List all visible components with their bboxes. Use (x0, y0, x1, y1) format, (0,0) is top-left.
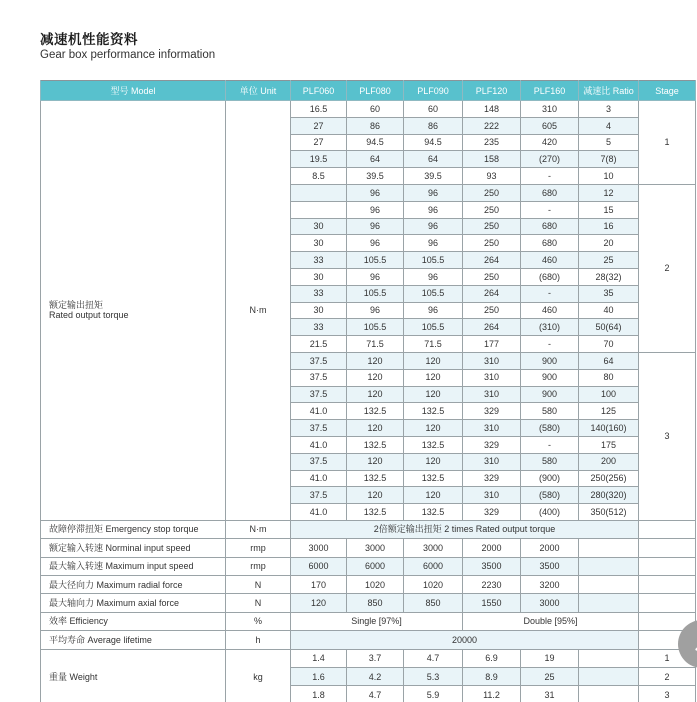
cell-plf160: (900) (521, 470, 579, 487)
cell-plf160: - (521, 285, 579, 302)
cell-plf120: 11.2 (463, 686, 521, 702)
weight-unit: kg (226, 649, 291, 702)
cell-stage: 2 (639, 668, 696, 686)
cell-plf060: 1.4 (291, 649, 347, 667)
spec-span-cell: 2倍额定输出扭矩 2 times Rated output torque (291, 520, 639, 538)
cell-plf080: 120 (347, 453, 404, 470)
cell-plf080: 96 (347, 268, 404, 285)
spec-unit: N (226, 576, 291, 594)
cell-plf060: 16.5 (291, 101, 347, 118)
cell-plf090: 86 (404, 117, 463, 134)
cell-plf060: 170 (291, 576, 347, 594)
cell-plf060 (291, 184, 347, 201)
cell-plf090: 6000 (404, 557, 463, 575)
cell-plf080: 120 (347, 369, 404, 386)
cell-plf090: 5.9 (404, 686, 463, 702)
cell-plf060 (291, 201, 347, 218)
cell-plf120: 310 (463, 386, 521, 403)
cell-ratio: 200 (579, 453, 639, 470)
cell-plf160: 900 (521, 352, 579, 369)
spec-label: 最大轴向力 Maximum axial force (41, 594, 226, 612)
cell-ratio: 7(8) (579, 151, 639, 168)
cell-plf060: 27 (291, 117, 347, 134)
cell-plf080: 3000 (347, 539, 404, 557)
performance-table (40, 80, 696, 702)
cell-plf160: 900 (521, 369, 579, 386)
cell-plf090: 105.5 (404, 252, 463, 269)
cell-plf120: 329 (463, 504, 521, 521)
arrow-up-right-icon (689, 631, 697, 657)
spec-span-cell: 20000 (291, 631, 639, 649)
cell-plf060: 33 (291, 319, 347, 336)
cell-plf120: 177 (463, 336, 521, 353)
cell-plf090: 64 (404, 151, 463, 168)
cell-plf060: 8.5 (291, 168, 347, 185)
cell-ratio-empty (579, 539, 639, 557)
table-header-row (41, 81, 696, 101)
cell-plf120: 329 (463, 470, 521, 487)
spec-label: 最大径向力 Maximum radial force (41, 576, 226, 594)
cell-ratio-empty (579, 649, 639, 667)
cell-plf120: 222 (463, 117, 521, 134)
cell-plf060: 30 (291, 235, 347, 252)
weight-row (41, 649, 696, 667)
cell-ratio: 250(256) (579, 470, 639, 487)
cell-plf080: 132.5 (347, 436, 404, 453)
spec-unit: N (226, 594, 291, 612)
spec-row (41, 557, 696, 575)
header-plf080: PLF080 (347, 81, 404, 101)
cell-plf060: 30 (291, 302, 347, 319)
spec-span-left-cell: Single [97%] (291, 612, 463, 630)
cell-plf080: 105.5 (347, 285, 404, 302)
cell-plf160: 605 (521, 117, 579, 134)
cell-plf160: 31 (521, 686, 579, 702)
header-plf060: PLF060 (291, 81, 347, 101)
spec-row (41, 576, 696, 594)
cell-plf120: 329 (463, 436, 521, 453)
cell-plf120: 310 (463, 453, 521, 470)
cell-plf120: 93 (463, 168, 521, 185)
cell-plf160: 900 (521, 386, 579, 403)
spec-row (41, 612, 696, 630)
cell-ratio: 70 (579, 336, 639, 353)
cell-ratio: 64 (579, 352, 639, 369)
cell-plf160: 25 (521, 668, 579, 686)
cell-stage-empty (639, 520, 696, 538)
cell-plf160: - (521, 336, 579, 353)
cell-plf120: 1550 (463, 594, 521, 612)
cell-plf060: 37.5 (291, 453, 347, 470)
cell-plf080: 4.2 (347, 668, 404, 686)
cell-plf060: 120 (291, 594, 347, 612)
cell-plf120: 250 (463, 268, 521, 285)
header-stage: Stage (639, 81, 696, 101)
cell-ratio: 100 (579, 386, 639, 403)
cell-plf080: 105.5 (347, 319, 404, 336)
page-subtitle: Gear box performance information (40, 49, 216, 61)
cell-plf160: 680 (521, 235, 579, 252)
cell-plf090: 96 (404, 235, 463, 252)
cell-plf090: 105.5 (404, 319, 463, 336)
cell-plf080: 6000 (347, 557, 404, 575)
cell-plf120: 235 (463, 134, 521, 151)
cell-ratio: 175 (579, 436, 639, 453)
cell-plf090: 96 (404, 201, 463, 218)
cell-plf120: 148 (463, 101, 521, 118)
spec-unit: % (226, 612, 291, 630)
cell-ratio: 50(64) (579, 319, 639, 336)
cell-plf160: - (521, 201, 579, 218)
cell-plf160: 420 (521, 134, 579, 151)
spec-label: 效率 Efficiency (41, 612, 226, 630)
cell-plf120: 264 (463, 285, 521, 302)
cell-plf080: 86 (347, 117, 404, 134)
spec-unit: rmp (226, 539, 291, 557)
cell-stage-empty (639, 539, 696, 557)
cell-plf080: 4.7 (347, 686, 404, 702)
cell-ratio: 16 (579, 218, 639, 235)
stage-cell: 2 (639, 184, 696, 352)
cell-plf090: 94.5 (404, 134, 463, 151)
cell-plf060: 37.5 (291, 386, 347, 403)
cell-ratio-empty (579, 576, 639, 594)
cell-plf120: 264 (463, 252, 521, 269)
cell-plf090: 96 (404, 268, 463, 285)
cell-plf120: 329 (463, 403, 521, 420)
cell-plf090: 120 (404, 386, 463, 403)
cell-plf160: - (521, 168, 579, 185)
spec-unit: rmp (226, 557, 291, 575)
cell-plf090: 5.3 (404, 668, 463, 686)
cell-ratio: 80 (579, 369, 639, 386)
spec-label: 最大输入转速 Maximum input speed (41, 557, 226, 575)
cell-ratio: 25 (579, 252, 639, 269)
cell-plf120: 264 (463, 319, 521, 336)
spec-row (41, 594, 696, 612)
cell-plf080: 132.5 (347, 504, 404, 521)
spec-unit: h (226, 631, 291, 649)
cell-plf160: 680 (521, 218, 579, 235)
cell-plf080: 96 (347, 235, 404, 252)
cell-plf060: 30 (291, 268, 347, 285)
cell-plf160: 19 (521, 649, 579, 667)
cell-plf160: 3200 (521, 576, 579, 594)
weight-label: 重量 Weight (41, 649, 226, 702)
cell-ratio-empty (579, 668, 639, 686)
cell-plf160: 460 (521, 302, 579, 319)
cell-ratio: 28(32) (579, 268, 639, 285)
rated-output-torque-unit: N·m (226, 101, 291, 521)
spec-row (41, 539, 696, 557)
torque-row (41, 101, 696, 118)
cell-ratio: 5 (579, 134, 639, 151)
spec-span-right-cell: Double [95%] (463, 612, 639, 630)
cell-plf080: 1020 (347, 576, 404, 594)
cell-stage: 1 (639, 649, 696, 667)
cell-plf160: (580) (521, 420, 579, 437)
cell-plf120: 6.9 (463, 649, 521, 667)
cell-plf090: 96 (404, 184, 463, 201)
cell-plf160: 460 (521, 252, 579, 269)
cell-plf090: 850 (404, 594, 463, 612)
cell-plf080: 60 (347, 101, 404, 118)
cell-plf060: 37.5 (291, 420, 347, 437)
cell-plf080: 120 (347, 487, 404, 504)
header-plf090: PLF090 (404, 81, 463, 101)
cell-plf160: 680 (521, 184, 579, 201)
cell-plf060: 3000 (291, 539, 347, 557)
cell-ratio: 15 (579, 201, 639, 218)
cell-plf060: 19.5 (291, 151, 347, 168)
cell-plf080: 3.7 (347, 649, 404, 667)
spec-label: 平均寿命 Average lifetime (41, 631, 226, 649)
cell-plf080: 94.5 (347, 134, 404, 151)
cell-ratio: 35 (579, 285, 639, 302)
cell-plf080: 120 (347, 420, 404, 437)
stage-cell: 1 (639, 101, 696, 185)
cell-plf120: 250 (463, 218, 521, 235)
cell-plf120: 250 (463, 201, 521, 218)
cell-ratio: 3 (579, 101, 639, 118)
cell-plf160: - (521, 436, 579, 453)
page-title: 减速机性能资料 (40, 32, 138, 47)
cell-plf080: 71.5 (347, 336, 404, 353)
cell-ratio: 10 (579, 168, 639, 185)
cell-plf060: 30 (291, 218, 347, 235)
cell-plf080: 96 (347, 201, 404, 218)
cell-plf080: 132.5 (347, 403, 404, 420)
cell-plf090: 60 (404, 101, 463, 118)
spec-label: 额定输入转速 Norminal input speed (41, 539, 226, 557)
cell-ratio: 40 (579, 302, 639, 319)
cell-plf060: 6000 (291, 557, 347, 575)
cell-plf080: 120 (347, 386, 404, 403)
cell-plf060: 33 (291, 285, 347, 302)
cell-plf060: 37.5 (291, 487, 347, 504)
cell-plf120: 158 (463, 151, 521, 168)
cell-plf160: 310 (521, 101, 579, 118)
cell-plf120: 8.9 (463, 668, 521, 686)
cell-plf080: 120 (347, 352, 404, 369)
cell-plf060: 1.8 (291, 686, 347, 702)
cell-plf060: 33 (291, 252, 347, 269)
spec-row (41, 520, 696, 538)
cell-ratio: 20 (579, 235, 639, 252)
cell-plf160: 3000 (521, 594, 579, 612)
cell-plf090: 132.5 (404, 436, 463, 453)
cell-plf120: 250 (463, 235, 521, 252)
spec-row (41, 631, 696, 649)
cell-stage-empty (639, 576, 696, 594)
cell-plf090: 120 (404, 487, 463, 504)
cell-plf090: 96 (404, 302, 463, 319)
cell-ratio: 140(160) (579, 420, 639, 437)
cell-ratio-empty (579, 686, 639, 702)
rated-output-torque-label (41, 101, 226, 521)
cell-plf090: 96 (404, 218, 463, 235)
cell-plf060: 27 (291, 134, 347, 151)
cell-plf060: 37.5 (291, 352, 347, 369)
cell-plf090: 71.5 (404, 336, 463, 353)
cell-plf160: 2000 (521, 539, 579, 557)
cell-stage-empty (639, 594, 696, 612)
cell-ratio-empty (579, 594, 639, 612)
cell-plf080: 64 (347, 151, 404, 168)
cell-plf090: 1020 (404, 576, 463, 594)
cell-plf090: 4.7 (404, 649, 463, 667)
cell-ratio-empty (579, 557, 639, 575)
cell-plf160: 580 (521, 403, 579, 420)
cell-plf080: 96 (347, 184, 404, 201)
header-ratio: 减速比 Ratio (579, 81, 639, 101)
cell-plf120: 250 (463, 184, 521, 201)
spec-unit: N·m (226, 520, 291, 538)
cell-ratio: 350(512) (579, 504, 639, 521)
cell-plf060: 1.6 (291, 668, 347, 686)
cell-plf060: 37.5 (291, 369, 347, 386)
cell-plf080: 96 (347, 218, 404, 235)
cell-plf080: 96 (347, 302, 404, 319)
header-unit: 单位 Unit (226, 81, 291, 101)
cell-plf080: 39.5 (347, 168, 404, 185)
cell-plf120: 3500 (463, 557, 521, 575)
cell-plf160: (400) (521, 504, 579, 521)
cell-plf080: 105.5 (347, 252, 404, 269)
cell-plf090: 120 (404, 420, 463, 437)
cell-plf160: 580 (521, 453, 579, 470)
cell-plf090: 120 (404, 369, 463, 386)
cell-plf120: 250 (463, 302, 521, 319)
stage-cell: 3 (639, 352, 696, 520)
cell-plf090: 39.5 (404, 168, 463, 185)
cell-plf160: (310) (521, 319, 579, 336)
cell-plf120: 2230 (463, 576, 521, 594)
spec-label: 故障停滞扭矩 Emergency stop torque (41, 520, 226, 538)
cell-plf060: 41.0 (291, 436, 347, 453)
cell-plf120: 310 (463, 420, 521, 437)
cell-plf120: 310 (463, 352, 521, 369)
cell-plf080: 132.5 (347, 470, 404, 487)
cell-plf090: 132.5 (404, 504, 463, 521)
cell-plf160: (580) (521, 487, 579, 504)
cell-ratio: 280(320) (579, 487, 639, 504)
cell-plf160: 3500 (521, 557, 579, 575)
cell-stage: 3 (639, 686, 696, 702)
cell-plf060: 41.0 (291, 403, 347, 420)
cell-plf090: 105.5 (404, 285, 463, 302)
cell-plf090: 3000 (404, 539, 463, 557)
header-plf160: PLF160 (521, 81, 579, 101)
cell-plf060: 41.0 (291, 504, 347, 521)
cell-ratio: 12 (579, 184, 639, 201)
cell-plf120: 310 (463, 369, 521, 386)
cell-stage-empty (639, 557, 696, 575)
rated-output-torque-label-en: Rated output torque (49, 310, 129, 321)
cell-plf060: 21.5 (291, 336, 347, 353)
cell-plf090: 132.5 (404, 403, 463, 420)
cell-plf120: 2000 (463, 539, 521, 557)
cell-plf160: (270) (521, 151, 579, 168)
cell-plf120: 310 (463, 487, 521, 504)
cell-plf090: 120 (404, 453, 463, 470)
cell-plf160: (680) (521, 268, 579, 285)
cell-plf090: 120 (404, 352, 463, 369)
header-model: 型号 Model (41, 81, 226, 101)
cell-ratio: 125 (579, 403, 639, 420)
cell-plf080: 850 (347, 594, 404, 612)
header-plf120: PLF120 (463, 81, 521, 101)
cell-plf090: 132.5 (404, 470, 463, 487)
cell-ratio: 4 (579, 117, 639, 134)
cell-plf060: 41.0 (291, 470, 347, 487)
rated-output-torque-label-zh: 额定输出扭矩 (49, 300, 104, 311)
